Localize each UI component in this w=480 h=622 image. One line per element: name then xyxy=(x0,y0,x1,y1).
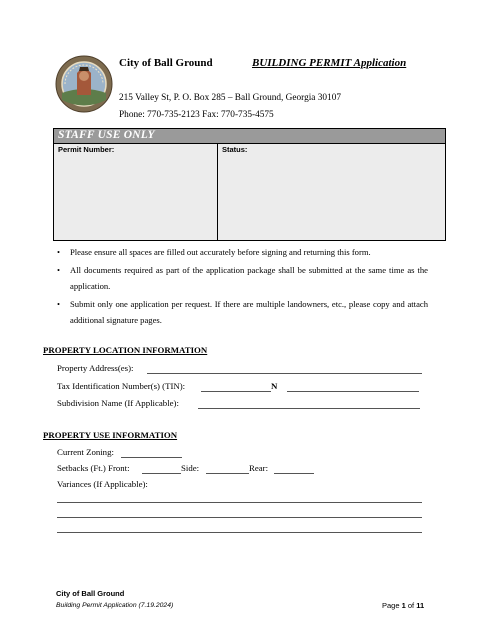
variances-line[interactable] xyxy=(57,517,422,518)
page-total: 11 xyxy=(416,601,425,610)
subdivision-field[interactable] xyxy=(198,408,420,409)
organization-address: 215 Valley St, P. O. Box 285 – Ball Ground, Georgia 30107 xyxy=(119,93,342,103)
instruction-item: • All documents required as part of the application package shall be submitted at the same time as the application. xyxy=(56,262,428,294)
instructions-list xyxy=(56,244,428,330)
setbacks-side-field[interactable] xyxy=(206,473,249,474)
property-address-field[interactable] xyxy=(147,373,422,374)
setbacks-rear-label: Rear: xyxy=(249,463,269,473)
status-label: Status: xyxy=(222,145,248,154)
tin-field[interactable] xyxy=(201,391,271,392)
tin-field-n[interactable] xyxy=(287,391,419,392)
page-number: Page 1 of 11 xyxy=(382,601,425,610)
setbacks-front-label: Setbacks (Ft.) Front: xyxy=(57,463,130,473)
staff-use-box xyxy=(53,128,446,241)
city-seal-icon xyxy=(55,55,113,113)
organization-name: City of Ball Ground xyxy=(119,57,213,69)
variances-line[interactable] xyxy=(57,502,422,503)
variances-line[interactable] xyxy=(57,532,422,533)
bullet-icon: • xyxy=(57,247,61,257)
staff-use-heading xyxy=(54,129,445,144)
organization-phone: Phone: 770-735-2123 Fax: 770-735-4575 xyxy=(119,110,274,120)
setbacks-side-label: Side: xyxy=(181,463,200,473)
staff-use-heading-text: STAFF USE ONLY xyxy=(58,129,155,141)
footer-organization: City of Ball Ground xyxy=(56,589,125,598)
permit-number-cell[interactable] xyxy=(54,144,218,240)
setbacks-rear-field[interactable] xyxy=(274,473,314,474)
subdivision-label: Subdivision Name (If Applicable): xyxy=(57,398,179,408)
current-zoning-label: Current Zoning: xyxy=(57,447,114,457)
property-address-label: Property Address(es): xyxy=(57,363,134,373)
variances-label: Variances (If Applicable): xyxy=(57,479,148,489)
bullet-icon: • xyxy=(57,265,61,275)
bullet-icon: • xyxy=(57,299,61,309)
page-current: 1 xyxy=(401,601,406,610)
current-zoning-field[interactable] xyxy=(121,457,182,458)
document-title: BUILDING PERMIT Application xyxy=(252,57,407,69)
tin-separator: N xyxy=(271,381,278,391)
instruction-item: • Submit only one application per request. If there are multiple landowners, etc., please copy and attach additional signature pages. xyxy=(56,296,428,328)
property-location-heading: PROPERTY LOCATION INFORMATION xyxy=(43,345,208,355)
footer-document-name: Building Permit Application (7.19.2024) xyxy=(56,602,174,609)
instruction-item: • Please ensure all spaces are filled out accurately before signing and returning this form. xyxy=(56,244,428,260)
property-use-heading: PROPERTY USE INFORMATION xyxy=(43,430,178,440)
permit-number-label: Permit Number: xyxy=(58,145,115,154)
status-cell[interactable] xyxy=(218,144,445,240)
setbacks-front-field[interactable] xyxy=(142,473,181,474)
tin-label: Tax Identification Number(s) (TIN): xyxy=(57,381,186,391)
